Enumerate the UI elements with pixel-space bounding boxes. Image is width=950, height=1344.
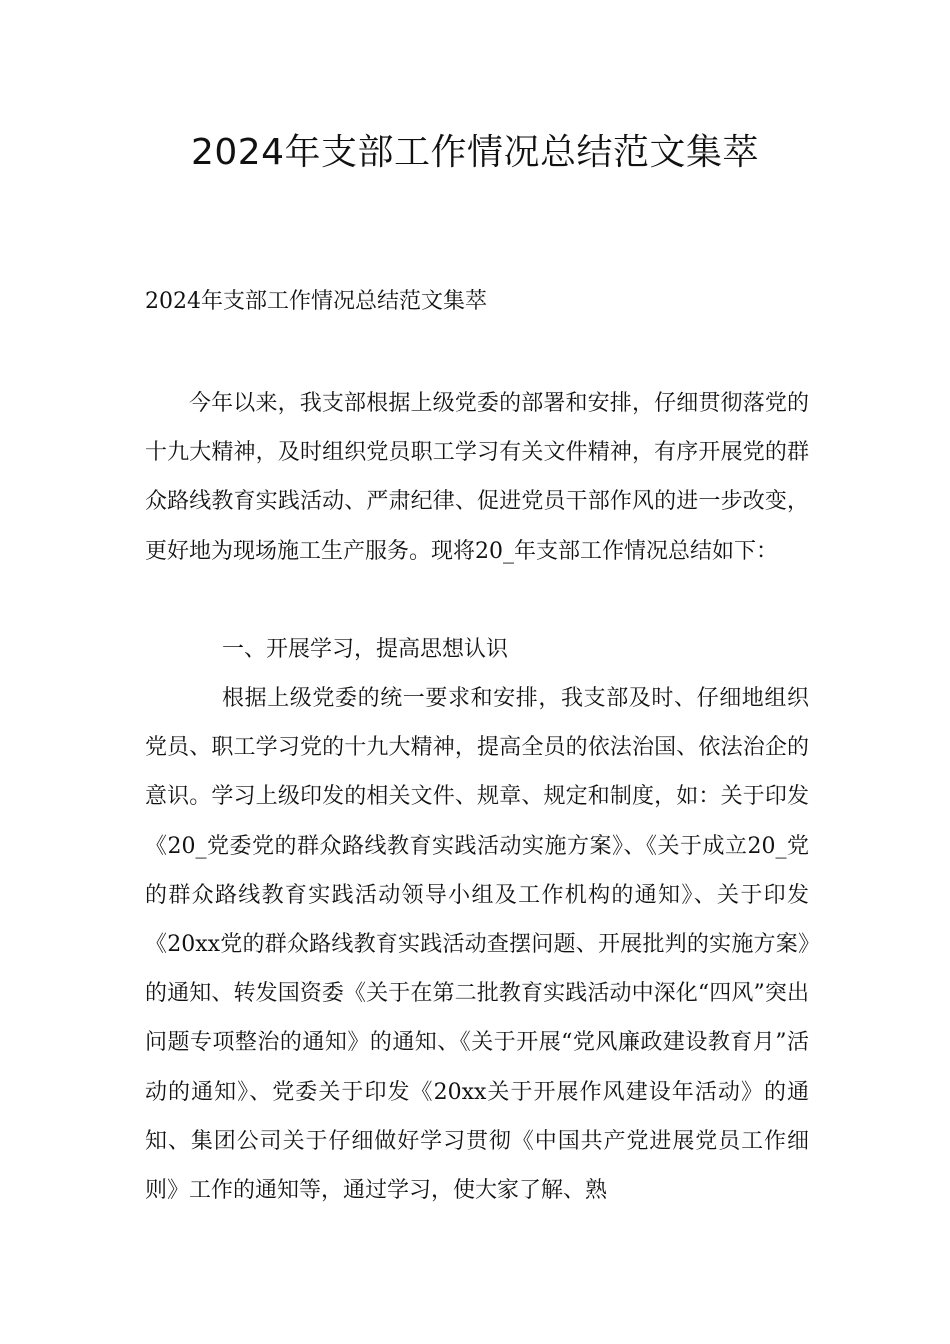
document-title: 2024年支部工作情况总结范文集萃 [190, 132, 760, 173]
section-1-paragraph: 根据上级党委的统一要求和安排，我支部及时、仔细地组织党员、职工学习党的十九大精神，提高全员的依法治国、依法治企的意识。学习上级印发的相关文件、规章、规定和制度，如：关于印发《20_党委党的群众路线教育实践活动实施方案》、《关于成立20_党的群众路线教育实践活动领导小组及工作机构的通知》、关于印发《20xx党的群众路线教育实践活动查摆问题、开展批判的实施方案》的通知、转发国资委《关于在第二批教育实践活动中深化“四风”突出问题专项整治的通知》的通知、《关于开展“党风廉政建设教育月”活动的通知》、党委关于印发《20xx关于开展作风建设年活动》的通知、集团公司关于仔细做好学习贯彻《中国共产党进展党员工作细则》工作的通知等，通过学习，使大家了解、熟 [145, 686, 809, 1204]
document-subtitle: 2024年支部工作情况总结范文集萃 [145, 289, 487, 314]
intro-paragraph: 今年以来，我支部根据上级党委的部署和安排，仔细贯彻落党的十九大精神，及时组织党员职工学习有关文件精神，有序开展党的群众路线教育实践活动、严肃纪律、促进党员干部作风的进一步改变，更好地为现场施工生产服务。现将20_年支部工作情况总结如下： [145, 391, 809, 564]
section-heading-1: 一、开展学习，提高思想认识 [222, 637, 509, 662]
